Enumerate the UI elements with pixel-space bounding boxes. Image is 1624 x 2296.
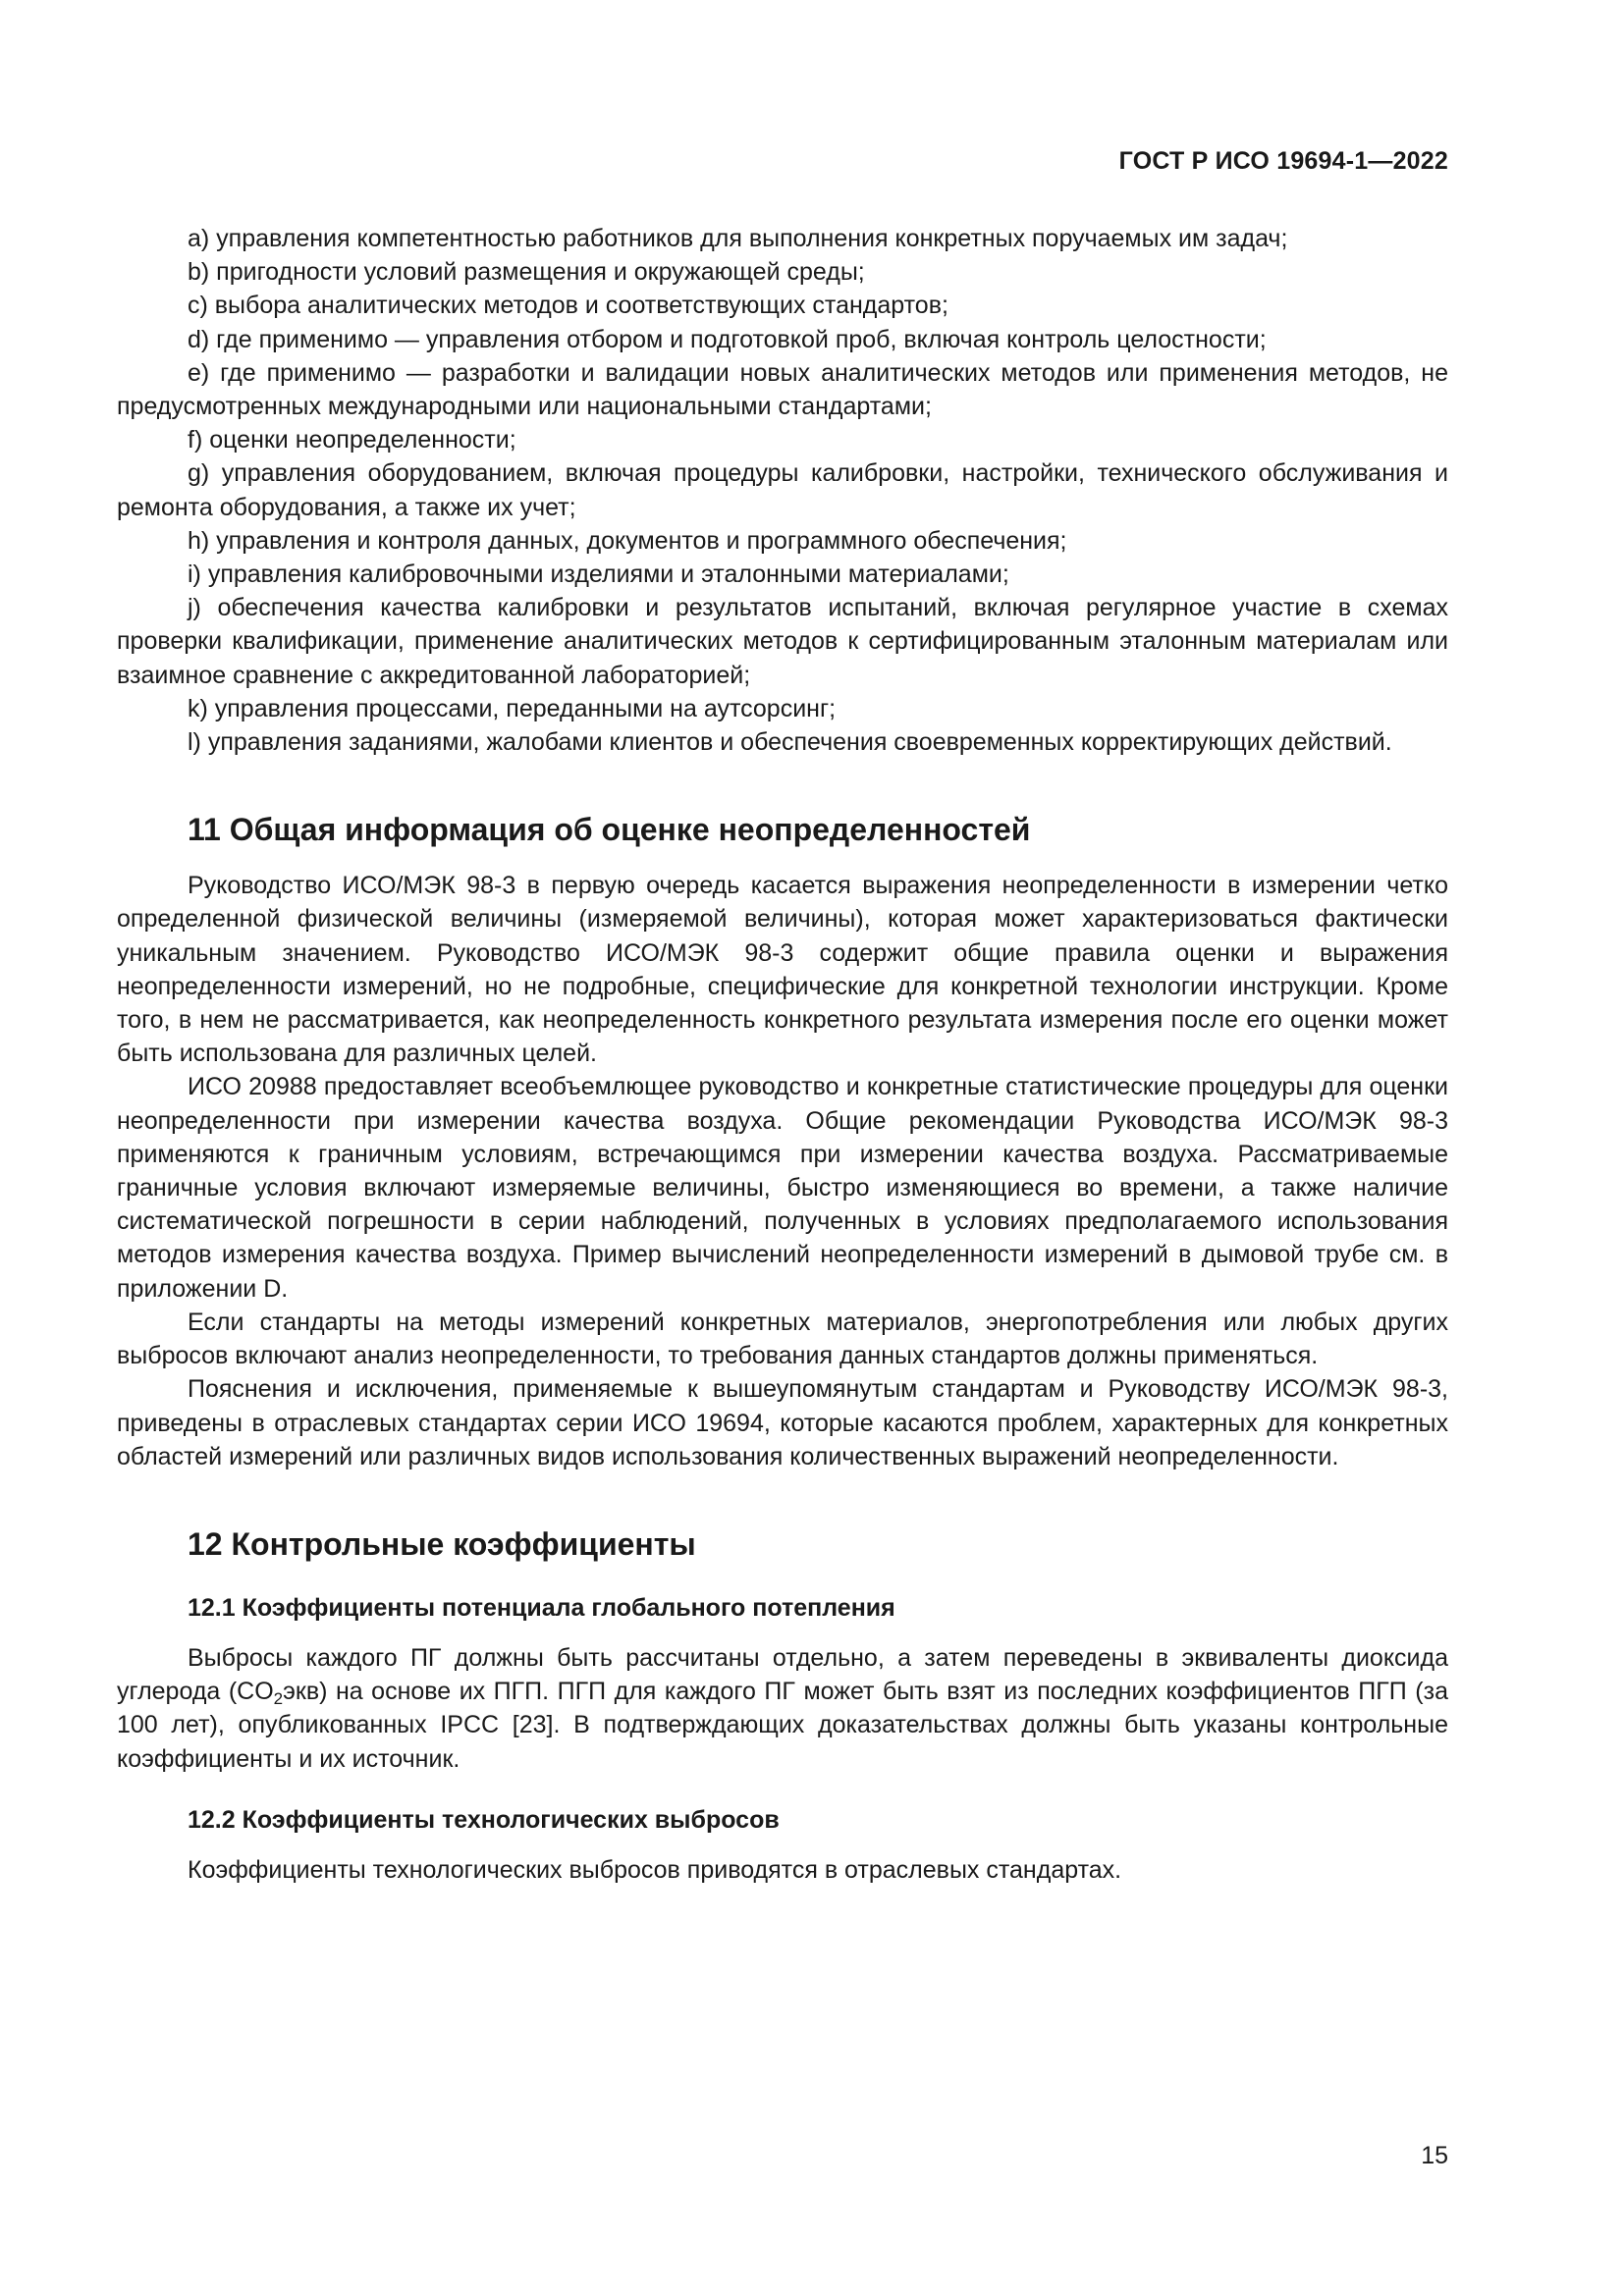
list-item: i) управления калибровочными изделиями и эталонными материалами; bbox=[188, 561, 1009, 589]
section-11-paragraph: Руководство ИСО/МЭК 98-3 в первую очередь касается выражения неопределенности в измерении четко определенной физической величины (измеряемой величины), которая может характеризоваться фактически уникальным значением. Руководство ИСО/МЭК 98-3 содержит общие правила оценки и выражения неопределенности измерений, но не подробные, специфические для конкретной технологии инструкции. Кроме того, в нем не рассматривается, как неопределенность конкретного результата измерения после его оценки может быть использована для различных целей. bbox=[117, 872, 1448, 1068]
co2-subscript: 2 bbox=[273, 1689, 284, 1709]
list-item: d) где применимо — управления отбором и подготовкой проб, включая контроль целостности; bbox=[188, 325, 1267, 353]
list-item: a) управления компетентностью работников для выполнения конкретных поручаемых им задач; bbox=[188, 225, 1288, 252]
section-11-paragraph: ИСО 20988 предоставляет всеобъемлющее руководство и конкретные статистические процедуры для оценки неопределенности при измерении качества воздуха. Общие рекомендации Руководства ИСО/МЭК 98-3 применяются к граничным условиям, встречающимся при измерении качества воздуха. Рассматриваемые граничные условия включают измеряемые величины, быстро изменяющиеся во времени, а также наличие систематической погрешности в серии наблюдений, полученных в условиях предполагаемого использования методов измерения качества воздуха. Пример вычислений неопределенности измерений в дымовой трубе см. в приложении D. bbox=[117, 1073, 1448, 1303]
subsection-12-2-paragraph: Коэффициенты технологических выбросов приводятся в отраслевых стандартах. bbox=[188, 1855, 1122, 1884]
requirements-list bbox=[117, 222, 1448, 759]
list-item: e) где применимо — разработки и валидации новых аналитических методов или применения методов, не предусмотренных международными или национальными стандартами; bbox=[117, 358, 1448, 421]
list-item: g) управления оборудованием, включая процедуры калибровки, настройки, технического обслуживания и ремонта оборудования, а также их учет; bbox=[117, 459, 1448, 521]
section-11-paragraph: Пояснения и исключения, применяемые к вышеупомянутым стандартам и Руководству ИСО/МЭК 98-3, приведены в отраслевых стандартах серии ИСО 19694, которые касаются проблем, характерных для конкретных областей измерений или различных видов использования количественных выражений неопределенности. bbox=[117, 1375, 1448, 1470]
text-before-subscript: Выбросы каждого ПГ должны быть рассчитаны отдельно, а затем переведены в эквиваленты диоксида углерода (CO bbox=[117, 1643, 1448, 1706]
page-number: 15 bbox=[1421, 2142, 1448, 2169]
list-item: h) управления и контроля данных, документов и программного обеспечения; bbox=[188, 526, 1067, 555]
page-content bbox=[117, 222, 1448, 1887]
subsection-12-1-heading: 12.1 Коэффициенты потенциала глобального потепления bbox=[188, 1593, 895, 1622]
section-11-paragraph: Если стандарты на методы измерений конкретных материалов, энергопотребления или любых других выбросов включают анализ неопределенности, то требования данных стандартов должны применяться. bbox=[117, 1308, 1448, 1370]
subsection-12-2-heading: 12.2 Коэффициенты технологических выбросов bbox=[188, 1805, 780, 1834]
list-item: b) пригодности условий размещения и окружающей среды; bbox=[188, 258, 865, 287]
subsection-12-1-paragraph bbox=[117, 1641, 1448, 1776]
section-11-heading: 11 Общая информация об оценке неопределенностей bbox=[188, 812, 1031, 848]
list-item: j) обеспечения качества калибровки и результатов испытаний, включая регулярное участие в схемах проверки квалификации, применение аналитических методов к сертифицированным эталонным материалам или взаимное сравнение с аккредитованной лабораторией; bbox=[117, 594, 1448, 689]
list-item: c) выбора аналитических методов и соответствующих стандартов; bbox=[188, 292, 948, 320]
text-after-subscript: экв) на основе их ПГП. ПГП для каждого ПГ может быть взят из последних коэффициентов ПГП (за 100 лет), опубликованных IPCC [23]. В подтверждающих доказательствах должны быть указаны контрольные коэффициенты и их источник. bbox=[117, 1678, 1448, 1773]
list-item: k) управления процессами, переданными на аутсорсинг; bbox=[188, 694, 837, 722]
list-item: f) оценки неопределенности; bbox=[188, 426, 516, 454]
document-code-header: ГОСТ Р ИСО 19694-1—2022 bbox=[1118, 147, 1448, 175]
list-item: l) управления заданиями, жалобами клиентов и обеспечения своевременных корректирующих действий. bbox=[188, 728, 1392, 757]
section-12-heading: 12 Контрольные коэффициенты bbox=[188, 1525, 696, 1562]
